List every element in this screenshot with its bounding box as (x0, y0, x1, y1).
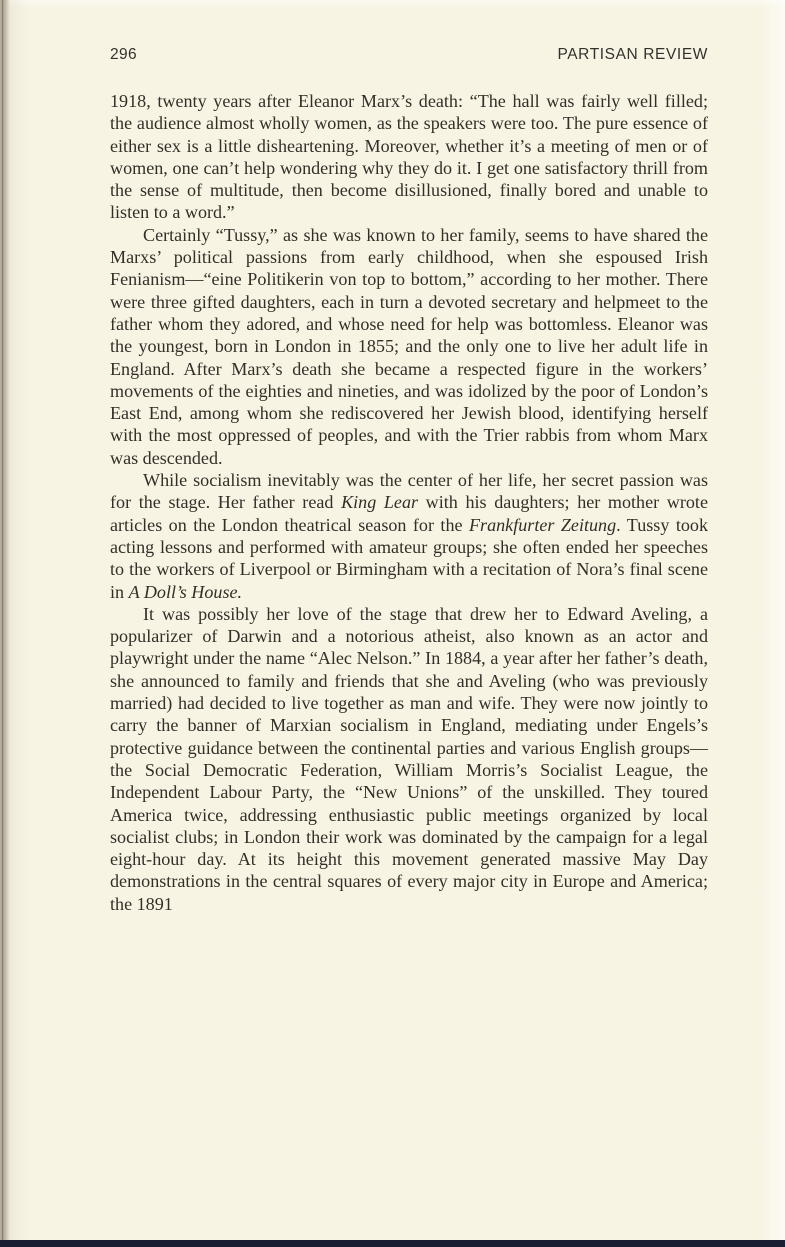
paragraph-text: Certainly “Tussy,” as she was known to her family, seems to have shared the Marxs’ political passions from early childhood, when she espoused Irish Fenianism—“eine Politikerin von top to bottom,” according to her mother. There were three gifted daughters, each in turn a devoted secretary and helpmeet to the father whom they adored, and whose need for help was bottomless. Eleanor was the youngest, born in London in 1855; and the only one to live her adult life in England. After Marx’s death she became a respected figure in the workers’ movements of the eighties and nineties, and was idolized by the poor of London’s East End, among whom she rediscovered her Jewish blood, identifying herself with the most oppressed of peoples, and with the Trier rabbis from whom Marx was descended. (110, 224, 708, 468)
page-body (110, 90, 708, 915)
paragraph-text: . Tussy took acting lessons and performed with amateur groups; she often ended her speeches to the workers of Liverpool or Birmingham with a recitation of Nora’s final scene in (110, 514, 708, 602)
paragraph (110, 603, 708, 915)
paragraph-text: It was possibly her love of the stage that drew her to Edward Aveling, a popularizer of Darwin and a notorious atheist, also known as an actor and playwright under the name “Alec Nelson.” In 1884, a year after her father’s death, she announced to family and friends that she and Aveling (who was previously married) had decided to live together as man and wife. They were now jointly to carry the banner of Marxian socialism in England, mediating under Engels’s protective guidance between the continental parties and various English groups—the Social Democratic Federation, William Morris’s Socialist League, the Independent Labour Party, the “New Unions” of the unskilled. They toured America twice, addressing enthusiastic public meetings organized by local socialist clubs; in London their work was dominated by the campaign for a legal eight-hour day. At its height this movement generated massive May Day demonstrations in the central squares of every major city in Europe and America; the 1891 (110, 603, 708, 914)
work-title-italic: King Lear (341, 492, 419, 513)
paragraph-text: While socialism inevitably was the center of her life, her secret passion was for the stage. Her father read (110, 470, 708, 513)
page-number: 296 (110, 46, 138, 63)
scan-edge-left (0, 0, 10, 1247)
work-title-italic: Frankfurter Zeitung (468, 514, 617, 535)
page-header (110, 46, 708, 64)
scan-bottom-bar (0, 1240, 785, 1247)
paragraph (110, 469, 708, 603)
work-title-italic: A Doll’s House. (128, 581, 243, 602)
paragraph-text: 1918, twenty years after Eleanor Marx’s death: “The hall was fairly well filled; the audience almost wholly women, as the speakers were too. The pure essence of either sex is a little disheartening. Moreover, whether it’s a meeting of men or of women, one can’t help wondering why they do it. I get one satisfactory thrill from the sense of multitude, then become disillusioned, finally bored and unable to listen to a word.” (110, 91, 708, 223)
paragraph-text: with his daughters; her mother wrote articles on the London theatrical season for the (110, 492, 708, 535)
journal-title: PARTISAN REVIEW (557, 46, 708, 63)
paragraph (110, 90, 708, 224)
paragraph (110, 224, 708, 469)
